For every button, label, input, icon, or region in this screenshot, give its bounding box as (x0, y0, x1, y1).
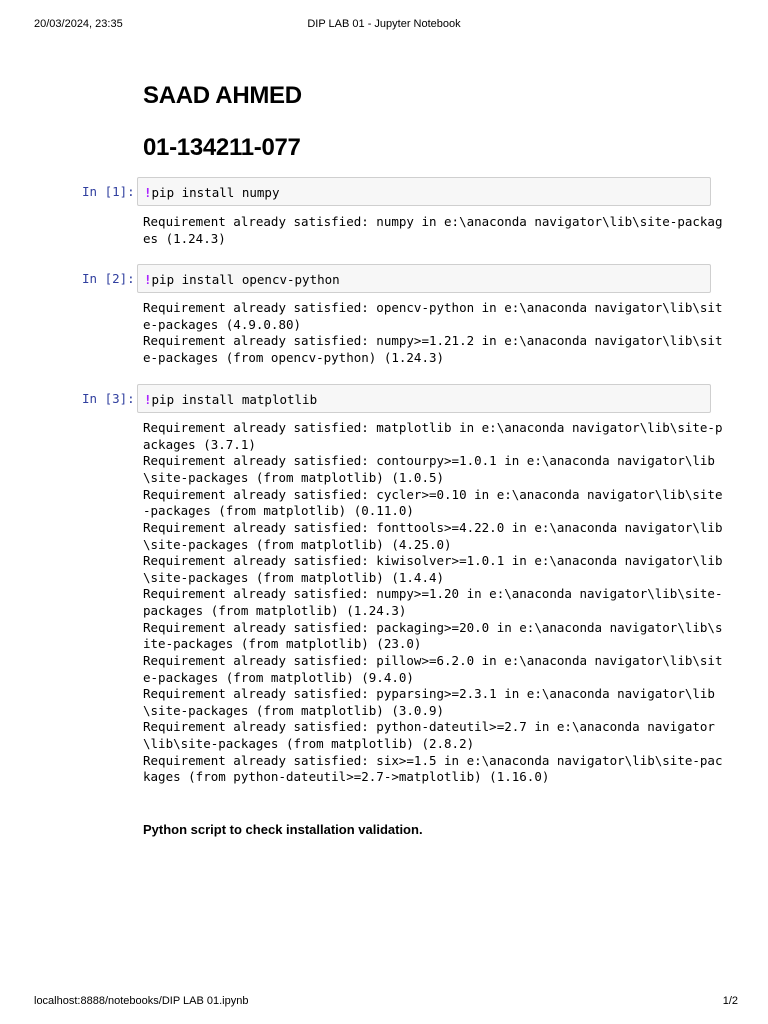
code-input[interactable] (137, 177, 711, 206)
output-line: -packages (from matplotlib) (0.11.0) (143, 503, 414, 518)
output-line: Requirement already satisfied: fonttools>=4.22.0 in e:\anaconda navigator\lib (143, 520, 723, 535)
code-line: !pip install matplotlib (144, 392, 318, 407)
markdown-text: Python script to check installation validation. (143, 822, 423, 837)
output-line: e-packages (from matplotlib) (9.4.0) (143, 670, 414, 685)
output-line: Requirement already satisfied: packaging>=20.0 in e:\anaconda navigator\lib\s (143, 620, 723, 635)
output-line: Requirement already satisfied: pillow>=6.2.0 in e:\anaconda navigator\lib\sit (143, 653, 723, 668)
output-line: ite-packages (from matplotlib) (23.0) (143, 636, 422, 651)
output-line: \site-packages (from matplotlib) (1.0.5) (143, 470, 445, 485)
output-line: kages (from python-dateutil>=2.7->matplotlib) (1.16.0) (143, 769, 550, 784)
code-line: !pip install opencv-python (144, 272, 340, 287)
cell-prompt: In [1]: (82, 184, 135, 199)
heading-student-id: 01-134211-077 (143, 134, 301, 161)
output-line: Requirement already satisfied: numpy in e:\anaconda navigator\lib\site-packag (143, 214, 723, 229)
cell-prompt: In [2]: (82, 271, 135, 286)
output-line: Requirement already satisfied: cycler>=0.10 in e:\anaconda navigator\lib\site (143, 487, 723, 502)
code-input[interactable] (137, 384, 711, 413)
output-line: \site-packages (from matplotlib) (3.0.9) (143, 703, 445, 718)
output-line: \site-packages (from matplotlib) (4.25.0) (143, 537, 452, 552)
output-line: e-packages (from opencv-python) (1.24.3) (143, 350, 445, 365)
output-line: e-packages (4.9.0.80) (143, 317, 302, 332)
print-datetime: 20/03/2024, 23:35 (34, 18, 123, 30)
output-line: Requirement already satisfied: kiwisolver>=1.0.1 in e:\anaconda navigator\lib (143, 553, 723, 568)
output-line: packages (from matplotlib) (1.24.3) (143, 603, 407, 618)
output-line: Requirement already satisfied: contourpy>=1.0.1 in e:\anaconda navigator\lib (143, 453, 715, 468)
print-url: localhost:8888/notebooks/DIP LAB 01.ipynb (34, 995, 249, 1007)
output-line: Requirement already satisfied: six>=1.5 in e:\anaconda navigator\lib\site-pac (143, 753, 723, 768)
output-line: Requirement already satisfied: numpy>=1.20 in e:\anaconda navigator\lib\site- (143, 586, 723, 601)
output-line: Requirement already satisfied: matplotlib in e:\anaconda navigator\lib\site-p (143, 420, 723, 435)
output-line: Requirement already satisfied: pyparsing>=2.3.1 in e:\anaconda navigator\lib (143, 686, 715, 701)
print-page-number: 1/2 (722, 995, 738, 1007)
cell-prompt: In [3]: (82, 391, 135, 406)
output-line: Requirement already satisfied: numpy>=1.21.2 in e:\anaconda navigator\lib\sit (143, 333, 723, 348)
output-line: Requirement already satisfied: python-dateutil>=2.7 in e:\anaconda navigator (143, 719, 715, 734)
print-title: DIP LAB 01 - Jupyter Notebook (307, 18, 461, 30)
output-line: \lib\site-packages (from matplotlib) (2.8.2) (143, 736, 475, 751)
output-line: \site-packages (from matplotlib) (1.4.4) (143, 570, 445, 585)
code-input[interactable] (137, 264, 711, 293)
code-line: !pip install numpy (144, 185, 280, 200)
output-line: Requirement already satisfied: opencv-python in e:\anaconda navigator\lib\sit (143, 300, 723, 315)
heading-name: SAAD AHMED (143, 82, 302, 109)
output-line: es (1.24.3) (143, 231, 226, 246)
output-line: ackages (3.7.1) (143, 437, 256, 452)
